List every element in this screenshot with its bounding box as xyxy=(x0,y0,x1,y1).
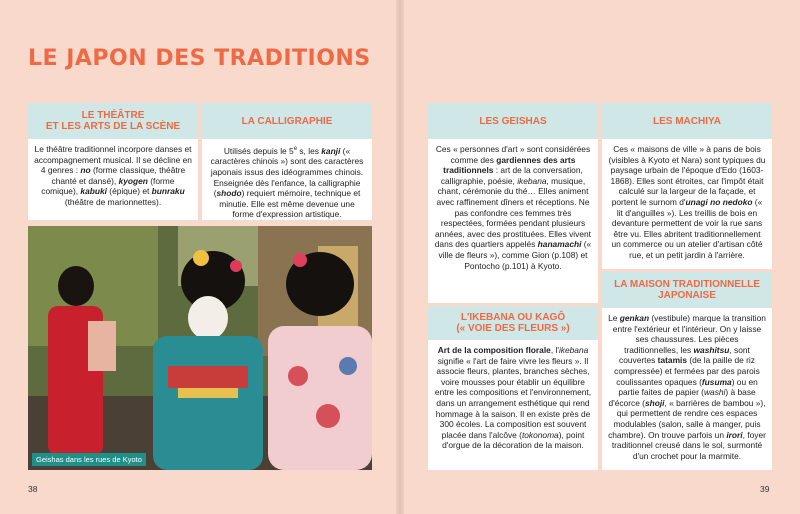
geishas-heading: LES GEISHAS xyxy=(428,103,598,139)
maison-heading-line1: LA MAISON TRADITIONNELLE xyxy=(614,279,760,290)
page-number-right: 39 xyxy=(760,484,770,494)
theatre-heading-line1: LE THÉÂTRE xyxy=(81,110,145,121)
ikebana-box xyxy=(428,306,598,470)
ikebana-text: Art de la composition florale, l'ikebana signifie « l'art de faire vivre les fleurs ». Il associe fleurs, plantes, branches sèches, voire mousses pour établir un équilibre entre les compositions et l'environnement, dans un arrangement esthétique qui rend hommage à la saison. Il en existe près de 300 écoles. La composition est souvent placée dans l'alcôve (tokonoma), point d'orgue de la décoration de la maison. xyxy=(434,345,592,451)
theatre-text: Le théâtre traditionnel incorpore danses et accompagnement musical. Il se décline en 4 genres : no (forme classique, théâtre chanté et dansé), kyogen (forme comique), kabuki (épique) et bunraku (théâtre de marionnettes). xyxy=(34,144,192,207)
calligraphie-text: Utilisés depuis le 5e s, les kanji (« caractères chinois ») sont des caractères japonais issus des idéogrammes chinois. Enseignée dès l'enfance, la calligraphie (shodo) requiert mémoire, technique et minutie. Elle est même devenue une forme d'expression artistique. xyxy=(210,145,364,220)
geishas-photo xyxy=(28,226,372,470)
theatre-box xyxy=(28,103,198,220)
book-gutter xyxy=(396,0,404,514)
ikebana-heading xyxy=(428,306,598,340)
photo-caption: Geishas dans les rues de Kyoto xyxy=(32,453,146,466)
ikebana-heading-line1: L'IKEBANA OU KAGÔ xyxy=(460,312,566,323)
maison-box xyxy=(602,272,772,470)
maison-heading xyxy=(602,272,772,308)
maison-heading-line2: JAPONAISE xyxy=(658,290,716,301)
ikebana-heading-line2: (« VOIE DES FLEURS ») xyxy=(456,323,570,334)
geishas-illustration xyxy=(28,226,372,470)
theatre-heading xyxy=(28,103,198,139)
machiya-text: Ces « maisons de ville » à pans de bois (visibles à Kyoto et Nara) sont typiques du paysage urbain de l'époque d'Edo (1603-1868). Elles sont étroites, car l'impôt était calculé sur la largeur de la façade, et portent le surnom d'unagi no nedoko (« lit d'anguilles »). Les treillis de bois en devanture permettent de voir la rue sans être vu. Elles abritent traditionnellement un commerce ou un atelier d'artisan côté rue, et un petit jardin à l'arrière. xyxy=(608,144,766,260)
machiya-box xyxy=(602,103,772,269)
page-number-left: 38 xyxy=(28,484,38,494)
geishas-box xyxy=(428,103,598,303)
maison-text: Le genkan (vestibule) marque la transition entre l'extérieur et l'intérieur. On y laisse ses chaussures. Les pièces traditionnelles, les washitsu, sont couvertes tatamis (de la paille de riz compressée) et fermées par des parois coulissantes opaques (fusuma) ou en partie faites de papier (washi) à base d'écorce (shoji, « barrières de bambou »), qui permettent de rendre ces espaces modulables (salon, salle à manger, puis chambre). On trouve parfois un irori, foyer traditionnel creusé dans le sol, surmonté d'un crochet pour la marmite. xyxy=(608,313,766,461)
theatre-heading-line2: ET LES ARTS DE LA SCÈNE xyxy=(45,121,181,132)
page-title: LE JAPON DES TRADITIONS xyxy=(28,46,371,71)
machiya-heading: LES MACHIYA xyxy=(602,103,772,139)
geishas-text: Ces « personnes d'art » sont considérées comme des gardiennes des arts traditionnels : art de la conversation, calligraphie, poésie, ikebana, musique, chant, cérémonie du thé… Elles animent avec raffinement dîners et réceptions. Ne pas confondre ces femmes très respectées, formées pendant plusieurs années, avec des prostituées. Elles vivent dans des quartiers appelés hanamachi (« ville de fleurs »), comme Gion (p.108) et Pontocho (p.101) à Kyoto. xyxy=(434,144,592,271)
calligraphie-box xyxy=(202,103,372,220)
calligraphie-heading: LA CALLIGRAPHIE xyxy=(202,103,372,139)
